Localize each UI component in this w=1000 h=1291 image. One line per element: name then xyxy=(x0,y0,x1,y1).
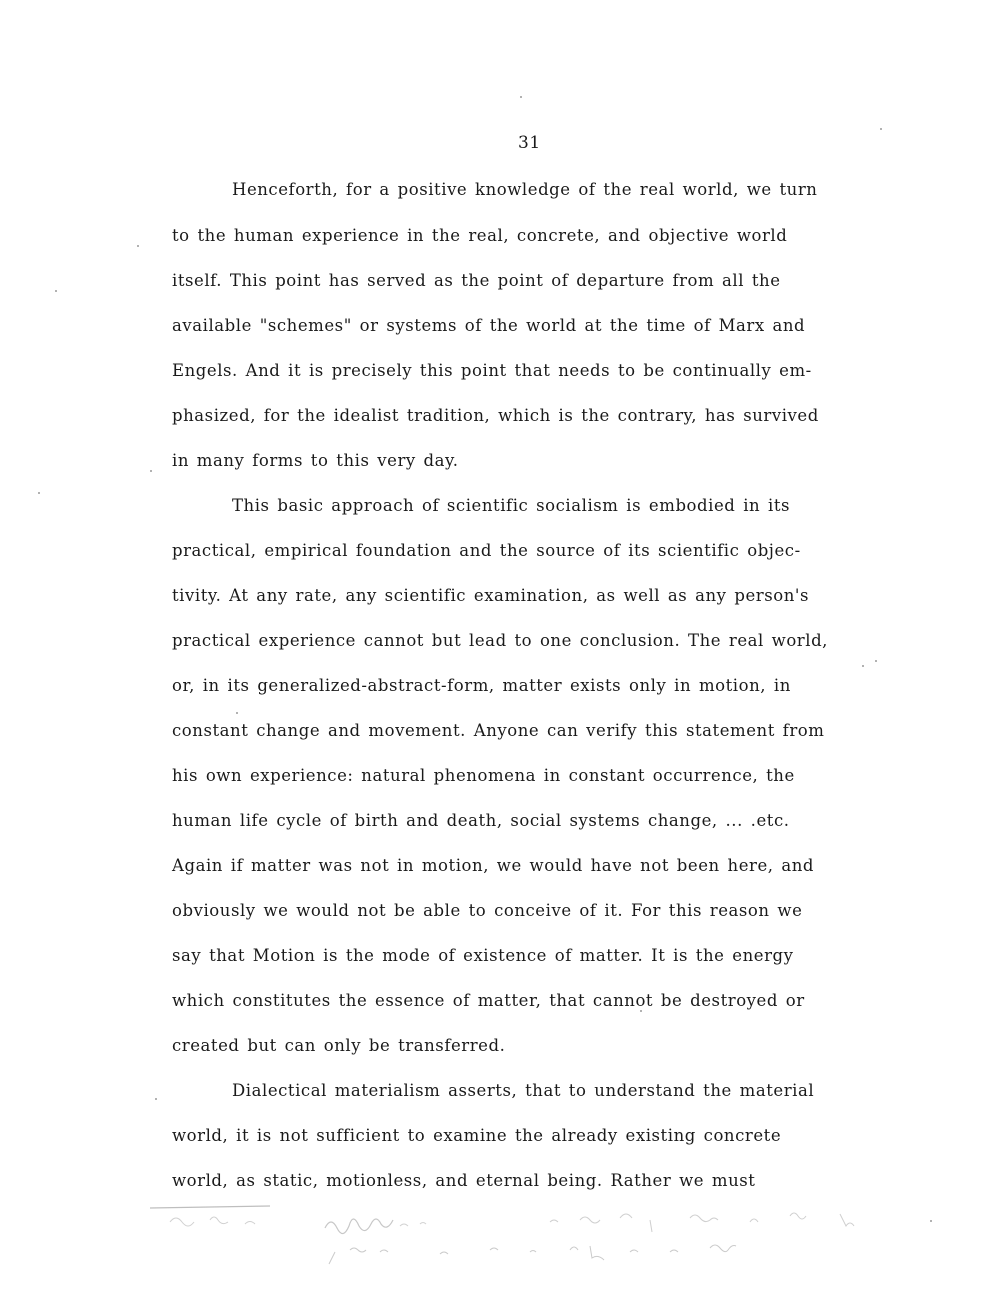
scan-speck xyxy=(880,128,882,130)
scan-speck xyxy=(150,470,152,472)
text-line: or, in its generalized-abstract-form, matter exists only in motion, in xyxy=(172,676,791,695)
scan-speck xyxy=(38,492,40,494)
scan-speck xyxy=(640,1010,642,1012)
text-line: say that Motion is the mode of existence of matter. It is the energy xyxy=(172,946,794,965)
text-line: which constitutes the essence of matter, that cannot be destroyed or xyxy=(172,991,805,1010)
text-line: practical experience cannot but lead to one conclusion. The real world, xyxy=(172,631,828,650)
text-line: available "schemes" or systems of the world at the time of Marx and xyxy=(172,316,806,335)
text-line: itself. This point has served as the point of departure from all the xyxy=(172,271,781,290)
text-line: tivity. At any rate, any scientific examination, as well as any person's xyxy=(172,586,809,605)
scan-speck xyxy=(930,1220,932,1222)
text-line: his own experience: natural phenomena in constant occurrence, the xyxy=(172,766,795,785)
scan-speck xyxy=(155,1098,157,1100)
text-line: Henceforth, for a positive knowledge of the real world, we turn xyxy=(232,180,818,199)
text-line: obviously we would not be able to conceive of it. For this reason we xyxy=(172,901,803,920)
scan-speck xyxy=(137,245,139,247)
text-line: created but can only be transferred. xyxy=(172,1036,506,1055)
text-line: phasized, for the idealist tradition, which is the contrary, has survived xyxy=(172,406,819,425)
scan-speck xyxy=(520,96,522,98)
scan-speck xyxy=(55,290,57,292)
text-line: to the human experience in the real, concrete, and objective world xyxy=(172,226,788,245)
scan-speck xyxy=(862,665,864,667)
text-line: Again if matter was not in motion, we would have not been here, and xyxy=(172,856,815,875)
text-line: constant change and movement. Anyone can verify this statement from xyxy=(172,721,825,740)
text-line: world, as static, motionless, and eternal being. Rather we must xyxy=(172,1171,756,1190)
scan-speck xyxy=(236,712,238,714)
text-line: Engels. And it is precisely this point that needs to be continually em- xyxy=(172,361,812,380)
text-line: Dialectical materialism asserts, that to understand the material xyxy=(232,1081,815,1100)
handwritten-annotation-scribble xyxy=(150,1200,910,1270)
page-number: 31 xyxy=(518,133,541,153)
scan-speck xyxy=(875,660,877,662)
text-line: world, it is not sufficient to examine the already existing concrete xyxy=(172,1126,782,1145)
text-line: human life cycle of birth and death, social systems change, ... .etc. xyxy=(172,811,790,830)
text-line: in many forms to this very day. xyxy=(172,451,459,470)
text-line: practical, empirical foundation and the source of its scientific objec- xyxy=(172,541,801,560)
text-line: This basic approach of scientific socialism is embodied in its xyxy=(232,496,791,515)
